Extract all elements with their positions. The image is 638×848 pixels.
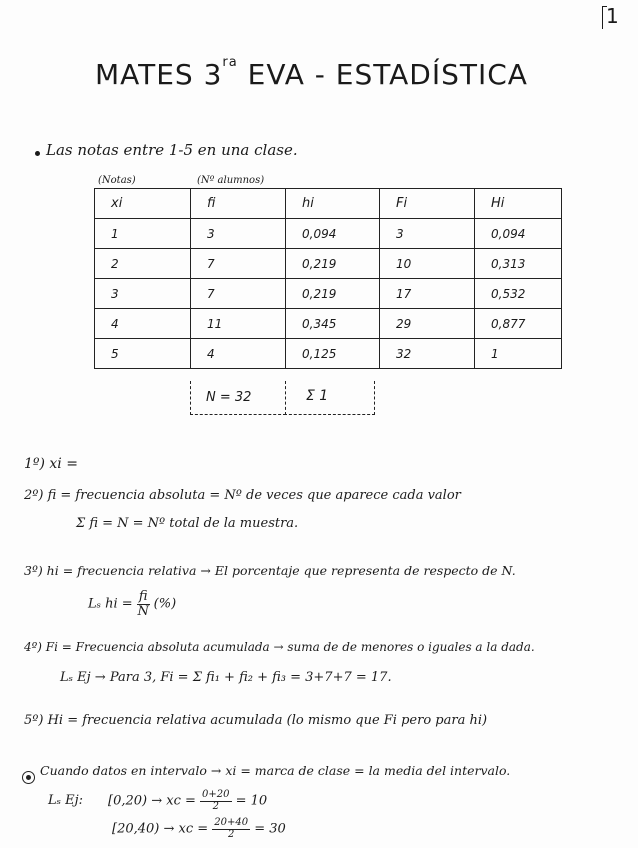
cell: 0,877: [475, 309, 562, 339]
note-4a: 4º) Fi = Frecuencia absoluta acumulada → suma de de menores o iguales a la dada.: [24, 640, 535, 654]
page-number-bracket: [602, 6, 607, 29]
header-fi: fi: [191, 189, 286, 219]
cell: 3: [191, 219, 286, 249]
fraction: [137, 590, 150, 618]
title-main: MATES 3: [95, 58, 223, 91]
fraction-denominator: N: [137, 603, 149, 619]
header-Fi: Fi: [380, 189, 475, 219]
cell: 1: [475, 339, 562, 369]
fraction: [200, 790, 231, 812]
table-row: [95, 339, 562, 369]
cell: 11: [191, 309, 286, 339]
note-2a: 2º) fi = frecuencia absoluta = Nº de veces que aparece cada valor: [24, 488, 461, 503]
frequency-table: [94, 188, 562, 369]
total-sum: Σ 1: [306, 388, 329, 404]
cell: 10: [380, 249, 475, 279]
total-n: N = 32: [206, 390, 252, 405]
example-1: [108, 790, 267, 812]
fraction: [212, 818, 250, 840]
cell: 29: [380, 309, 475, 339]
note-3b-pre: Lₛ hi =: [88, 596, 133, 612]
cell: 0,094: [286, 219, 380, 249]
cell: 0,532: [475, 279, 562, 309]
fraction-numerator: fi: [138, 589, 148, 604]
fraction-denominator: 2: [228, 828, 235, 840]
cell: 7: [191, 249, 286, 279]
cell: 0,219: [286, 279, 380, 309]
highlight-circle-icon: [22, 771, 35, 784]
table-row: [95, 279, 562, 309]
bullet-dot: [35, 151, 40, 156]
fraction-numerator: 20+40: [214, 817, 249, 828]
cell: 3: [95, 279, 191, 309]
example-label: Lₛ Ej:: [48, 793, 84, 808]
note-6: Cuando datos en intervalo → xi = marca de clase = la media del intervalo.: [40, 763, 511, 778]
cell: 4: [95, 309, 191, 339]
cell: 0,125: [286, 339, 380, 369]
table-header-row: [95, 189, 562, 219]
cell: 4: [191, 339, 286, 369]
table-row: [95, 219, 562, 249]
table-row: [95, 249, 562, 279]
fraction-denominator: 2: [212, 800, 219, 812]
total-sum-box: [284, 381, 375, 415]
header-Hi: Hi: [475, 189, 562, 219]
cell: 0,219: [286, 249, 380, 279]
column-note-notas: (Notas): [98, 175, 136, 186]
cell: 5: [95, 339, 191, 369]
cell: 0,345: [286, 309, 380, 339]
example-2-result: = 30: [254, 821, 286, 837]
title-rest: EVA - ESTADÍSTICA: [237, 58, 528, 91]
table-row: [95, 309, 562, 339]
fraction-numerator: 0+20: [202, 789, 230, 800]
example-2: [112, 818, 286, 840]
cell: 32: [380, 339, 475, 369]
cell: 17: [380, 279, 475, 309]
cell: 1: [95, 219, 191, 249]
note-3b-post: (%): [153, 596, 177, 612]
note-4b: Lₛ Ej → Para 3, Fi = Σ fi₁ + fi₂ + fi₃ = 3+7+7 = 17.: [60, 670, 392, 685]
note-5: 5º) Hi = frecuencia relativa acumulada (lo mismo que Fi pero para hi): [24, 713, 488, 728]
cell: 2: [95, 249, 191, 279]
example-2-pre: [20,40) → xc =: [112, 821, 209, 837]
title-sup: ra: [222, 55, 238, 70]
cell: 0,094: [475, 219, 562, 249]
cell: 3: [380, 219, 475, 249]
note-3a: 3º) hi = frecuencia relativa → El porcentaje que representa de respecto de N.: [24, 563, 516, 578]
header-hi: hi: [286, 189, 380, 219]
page-title: [95, 55, 528, 91]
intro-text: Las notas entre 1-5 en una clase.: [46, 141, 298, 159]
cell: 7: [191, 279, 286, 309]
header-xi: xi: [95, 189, 191, 219]
note-3b: [88, 590, 176, 618]
column-note-alumnos: (Nº alumnos): [197, 175, 265, 186]
page-number: 1: [606, 4, 619, 28]
note-1: 1º) xi =: [24, 456, 78, 472]
note-2b: Σ fi = N = Nº total de la muestra.: [76, 516, 299, 531]
example-1-pre: [0,20) → xc =: [108, 793, 196, 809]
example-1-result: = 10: [235, 793, 268, 809]
cell: 0,313: [475, 249, 562, 279]
